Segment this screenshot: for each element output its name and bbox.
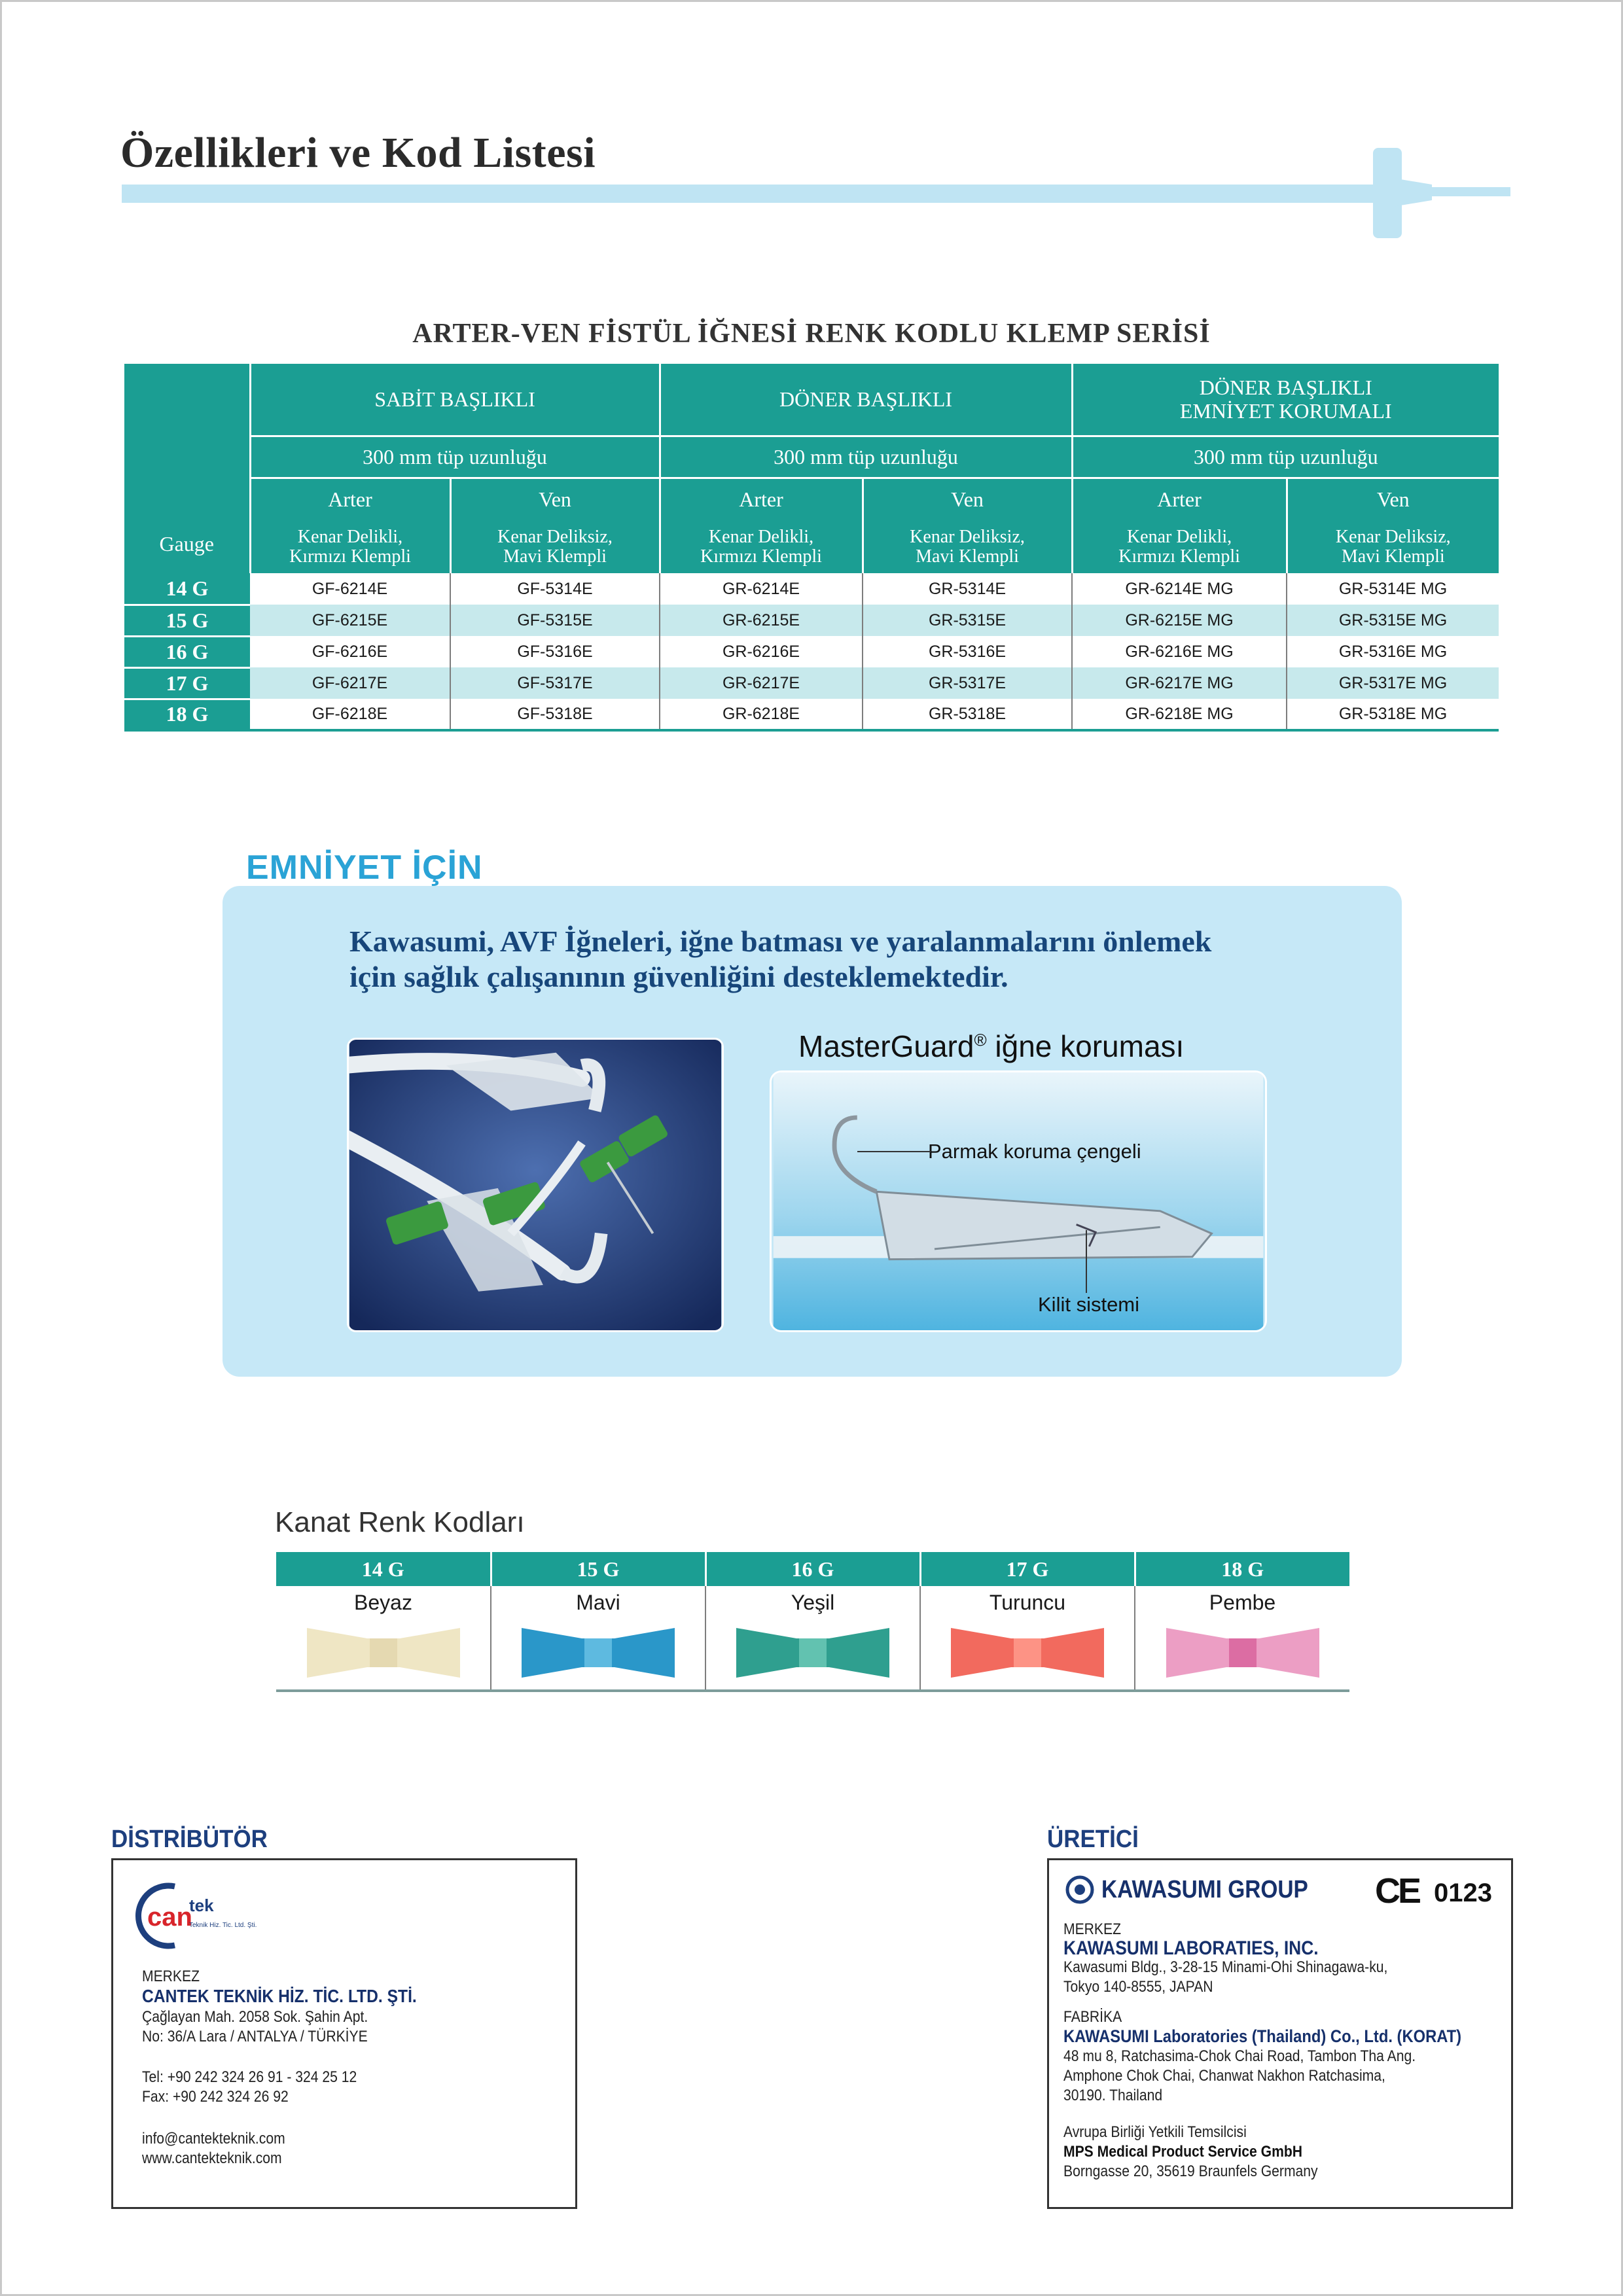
wing-gauge: 15 G [491,1552,705,1586]
gauge-header: Gauge [124,364,250,573]
safety-heading: EMNİYET İÇİN [246,849,483,887]
factory-company: KAWASUMI Laboratories (Thailand) Co., Ltd. (KORAT) [1063,2026,1462,2046]
needle-product-photo [347,1038,724,1332]
manufacturer-heading: ÜRETİCİ [1047,1826,1139,1853]
eu-representative-company: MPS Medical Product Service GmbH [1063,2143,1303,2161]
code-cell: GR-5315E [863,605,1072,636]
subcol-description: Kenar Deliksiz, Mavi Klempli [1287,521,1499,573]
code-cell: GF-5314E [450,573,660,605]
tube-length-label: 300 mm tüp uzunluğu [250,436,660,478]
wing-color-name: Mavi [491,1586,705,1619]
safety-statement-line2: için sağlık çalışanının güvenliğini desteklemektedir. [349,960,1008,993]
title-underline-bar [122,185,1378,203]
wing-gauge: 14 G [276,1552,491,1586]
wing-swatch-icon [302,1623,465,1683]
page-title: Özellikleri ve Kod Listesi [120,129,596,177]
eu-representative-address: Borngasse 20, 35619 Braunfels Germany [1063,2163,1318,2180]
distributor-email: info@cantekteknik.com [142,2130,285,2147]
svg-text:Teknik Hiz. Tic. Ltd. Şti.: Teknik Hiz. Tic. Ltd. Şti. [189,1922,257,1929]
factory-address-line: 48 mu 8, Ratchasima-Chok Chai Road, Tambon Tha Ang. [1063,2047,1416,2065]
code-cell: GR-6214E MG [1072,573,1287,605]
code-cell: GF-5315E [450,605,660,636]
wing-gauge: 17 G [920,1552,1135,1586]
leader-line [857,1145,936,1158]
subcol-description: Kenar Deliksiz, Mavi Klempli [863,521,1072,573]
ce-number: 0123 [1434,1879,1492,1907]
code-cell: GF-5317E [450,667,660,699]
distributor-box [111,1858,577,2209]
subcol-type: Ven [1287,478,1499,521]
wing-swatch-icon [1161,1623,1325,1683]
gauge-cell: 17 G [124,667,250,699]
distributor-heading: DİSTRİBÜTÖR [111,1826,268,1853]
masterguard-title: MasterGuard® iğne koruması [798,1029,1185,1063]
table-row [124,636,1499,667]
leader-line [1073,1230,1099,1296]
factory-label: FABRİKA [1063,2008,1122,2026]
hq-label: MERKEZ [1063,1920,1122,1938]
code-cell: GF-5316E [450,636,660,667]
table-row [124,605,1499,636]
wing-color-table [276,1552,1349,1692]
code-cell: GR-5317E [863,667,1072,699]
distributor-address-line: No: 36/A Lara / ANTALYA / TÜRKİYE [142,2028,368,2045]
subcol-type: Arter [660,478,863,521]
factory-address-line: Amphone Chok Chai, Chanwat Nakhon Ratchasima, [1063,2067,1385,2085]
distributor-website: www.cantekteknik.com [142,2149,282,2167]
gauge-cell: 18 G [124,699,250,730]
code-cell: GR-5317E MG [1287,667,1499,699]
hq-address-line: Tokyo 140-8555, JAPAN [1063,1978,1213,1996]
subcol-description: Kenar Deliksiz, Mavi Klempli [450,521,660,573]
spec-table-title: ARTER-VEN FİSTÜL İĞNESİ RENK KODLU KLEMP SERİSİ [412,319,1211,349]
code-cell: GR-6217E MG [1072,667,1287,699]
hq-company: KAWASUMI LABORATIES, INC. [1063,1937,1319,1959]
kawasumi-logo-icon [1063,1873,1096,1906]
subcol-type: Ven [863,478,1072,521]
masterguard-diagram [770,1070,1267,1332]
code-cell: GF-5318E [450,699,660,730]
distributor-company: CANTEK TEKNİK HİZ. TİC. LTD. ŞTİ. [142,1986,417,2006]
cantek-logo [129,1880,279,1952]
code-cell: GR-5318E [863,699,1072,730]
svg-text:tek: tek [189,1896,214,1915]
wing-swatch-icon [731,1623,895,1683]
group-header-rotating: DÖNER BAŞLIKLI [660,364,1072,436]
code-cell: GR-6215E [660,605,863,636]
tube-length-label: 300 mm tüp uzunluğu [660,436,1072,478]
table-row [124,699,1499,730]
subcol-type: Ven [450,478,660,521]
wing-color-name: Yeşil [705,1586,920,1619]
code-cell: GR-6218E [660,699,863,730]
subcol-description: Kenar Delikli, Kırmızı Klempli [1072,521,1287,573]
subcol-description: Kenar Delikli, Kırmızı Klempli [660,521,863,573]
svg-text:can: can [147,1903,192,1932]
code-cell: GR-5315E MG [1287,605,1499,636]
code-cell: GR-5314E MG [1338,579,1448,598]
tube-length-label: 300 mm tüp uzunluğu [1072,436,1499,478]
code-cell: GF-6215E [250,605,450,636]
hq-address-line: Kawasumi Bldg., 3-28-15 Minami-Ohi Shinagawa-ku, [1063,1958,1388,1976]
butterfly-needle-icon [1366,144,1510,242]
distributor-address-line: Çağlayan Mah. 2058 Sok. Şahin Apt. [142,2008,368,2026]
gauge-cell: 14 G [124,573,250,605]
code-cell: GR-6217E [660,667,863,699]
group-header-fixed: SABİT BAŞLIKLI [250,364,660,436]
code-cell: GR-5316E MG [1338,642,1448,661]
subcol-description: Kenar Delikli, Kırmızı Klempli [250,521,450,573]
table-row [124,667,1499,699]
distributor-phone: Tel: +90 242 324 26 91 - 324 25 12 [142,2068,357,2086]
code-cell: GF-6217E [250,667,450,699]
group-header-rotating-safety: DÖNER BAŞLIKLI EMNİYET KORUMALI [1072,364,1499,436]
manufacturer-box [1047,1858,1513,2209]
code-cell: GR-6214E [660,573,863,605]
table-row [124,573,1499,605]
finger-hook-label: Parmak koruma çengeli [928,1140,1141,1163]
kawasumi-group-name: KAWASUMI GROUP [1101,1876,1308,1903]
wing-swatch-icon [516,1623,680,1683]
safety-statement-line1: Kawasumi, AVF İğneleri, iğne batması ve yaralanmalarını önlemek [349,925,1212,958]
code-cell: GR-6218E MG [1072,699,1287,730]
code-cell: GR-5318E MG [1287,699,1499,730]
wing-color-name: Pembe [1209,1590,1276,1614]
lock-system-label: Kilit sistemi [1038,1293,1140,1316]
code-cell: GR-6216E [660,636,863,667]
wing-gauge: 16 G [705,1552,920,1586]
wing-color-name: Turuncu [920,1586,1135,1619]
code-cell: GR-6215E MG [1072,605,1287,636]
code-cell: GR-5316E [863,636,1072,667]
ce-mark: CE [1375,1871,1419,1911]
factory-address-line: 30190. Thailand [1063,2087,1163,2104]
wing-swatch-icon [946,1623,1109,1683]
spec-code-table [124,364,1499,732]
gauge-cell: 15 G [124,605,250,636]
wing-color-heading: Kanat Renk Kodları [275,1506,525,1538]
wing-gauge: 18 G [1135,1552,1349,1586]
code-cell: GF-6214E [250,573,450,605]
distributor-fax: Fax: +90 242 324 26 92 [142,2088,289,2106]
eu-representative-label: Avrupa Birliği Yetkili Temsilcisi [1063,2123,1247,2141]
wing-color-name: Beyaz [276,1586,491,1619]
distributor-label: MERKEZ [142,1968,200,1985]
code-cell: GF-6218E [250,699,450,730]
code-cell: GR-6216E MG [1072,636,1287,667]
code-cell: GF-6216E [250,636,450,667]
subcol-type: Arter [250,478,450,521]
gauge-cell: 16 G [124,636,250,667]
subcol-type: Arter [1072,478,1287,521]
code-cell: GR-5314E [863,573,1072,605]
